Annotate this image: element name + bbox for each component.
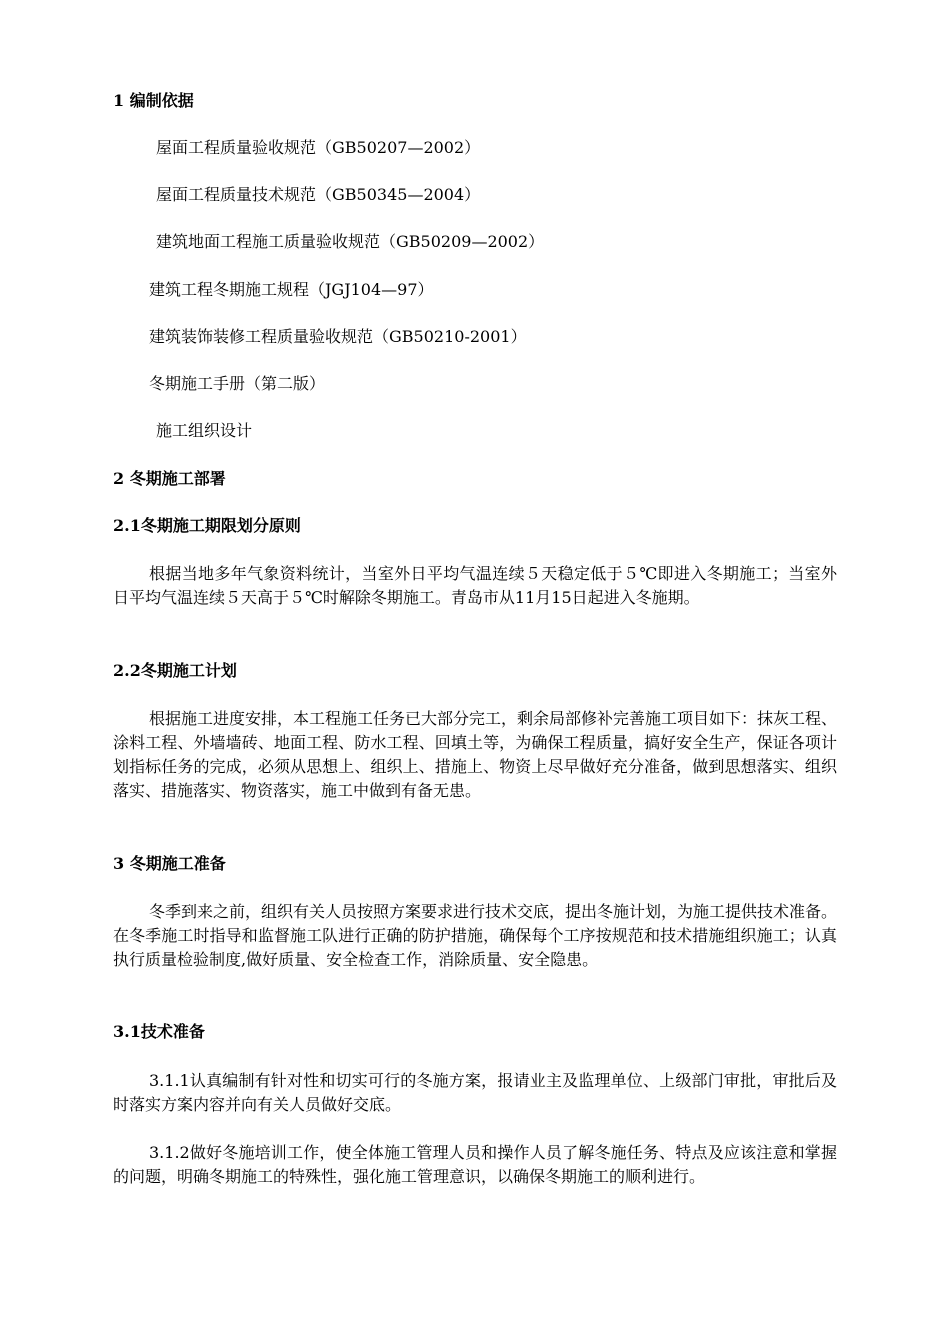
section-heading-2: 2 冬期施工部署 — [113, 469, 226, 488]
paragraph-3-1-1: 3.1.1认真编制有针对性和切实可行的冬施方案，报请业主及监理单位、上级部门审批，审批后及时落实方案内容并向有关人员做好交底。 — [113, 1071, 837, 1114]
paragraph-2-1: 根据当地多年气象资料统计，当室外日平均气温连续５天稳定低于５℃即进入冬期施工；当室外日平均气温连续５天高于５℃时解除冬期施工。青岛市从11月15日起进入冬施期。 — [113, 564, 837, 607]
subsection-heading-2-2: 2.2冬期施工计划 — [113, 661, 237, 680]
reference-item: 建筑装饰装修工程质量验收规范（GB50210-2001） — [149, 327, 527, 346]
section-heading-1: 1 编制依据 — [113, 91, 194, 110]
section-heading-3: 3 冬期施工准备 — [113, 854, 226, 873]
paragraph-2-2: 根据施工进度安排，本工程施工任务已大部分完工，剩余局部修补完善施工项目如下：抹灰工程、涂料工程、外墙墙砖、地面工程、防水工程、回填土等，为确保工程质量，搞好安全生产，保证各项计划指标任务的完成，必须从思想上、组织上、措施上、物资上尽早做好充分准备，做到思想落实、组织落实、措施落实、物资落实，施工中做到有备无患。 — [113, 709, 838, 800]
reference-item: 屋面工程质量验收规范（GB50207—2002） — [156, 138, 481, 157]
reference-item: 建筑工程冬期施工规程（JGJ104—97） — [149, 280, 434, 299]
paragraph-3-1-2: 3.1.2做好冬施培训工作，使全体施工管理人员和操作人员了解冬施任务、特点及应该注意和掌握的问题，明确冬期施工的特殊性，强化施工管理意识，以确保冬期施工的顺利进行。 — [113, 1143, 837, 1186]
paragraph-3: 冬季到来之前，组织有关人员按照方案要求进行技术交底，提出冬施计划，为施工提供技术准备。在冬季施工时指导和监督施工队进行正确的防护措施，确保每个工序按规范和技术措施组织施工；认真执行质量检验制度,做好质量、安全检查工作，消除质量、安全隐患。 — [113, 902, 838, 969]
reference-item: 屋面工程质量技术规范（GB50345—2004） — [156, 185, 481, 204]
reference-item: 冬期施工手册（第二版） — [149, 374, 326, 393]
subsection-heading-2-1: 2.1冬期施工期限划分原则 — [113, 516, 301, 535]
reference-item: 施工组织设计 — [156, 421, 253, 440]
reference-item: 建筑地面工程施工质量验收规范（GB50209—2002） — [156, 232, 545, 251]
subsection-heading-3-1: 3.1技术准备 — [113, 1022, 205, 1041]
